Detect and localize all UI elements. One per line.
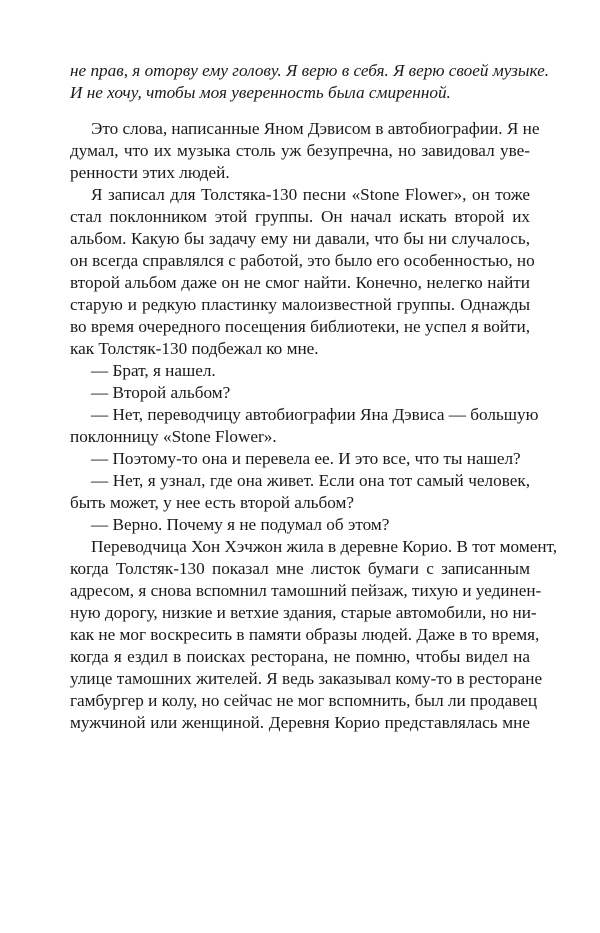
text-line: Я записал для Толстяка-130 песни «Stone Flower», он тоже [91,185,530,204]
text-line: Переводчица Хон Хэчжон жила в деревне Корио. В тот момент, [91,537,558,556]
dialogue-line: — Нет, я узнал, где она живет. Если она тот самый человек, [91,471,530,490]
text-line: гамбургер и колу, но сейчас не мог вспомнить, был ли продавец [70,691,538,710]
text-line: когда я ездил в поисках ресторана, не помню, чтобы видел на [70,647,530,666]
text-line: он всегда справлялся с работой, это было его особенностью, но [70,251,535,270]
text-line: стал поклонником этой группы. Он начал искать второй их [70,207,530,226]
text-line: думал, что их музыка столь уж безупречна, но завидовал уве- [70,141,530,160]
dialogue-line: — Поэтому-то она и перевела ее. И это все, что ты нашел? [91,449,521,468]
text-line: адресом, я снова вспомнил тамошний пейзаж, тихую и уединен- [70,581,542,600]
text-line: ренности этих людей. [70,163,230,182]
text-line: старую и редкую пластинку малоизвестной группы. Однажды [70,295,530,314]
epigraph-line: И не хочу, чтобы моя уверенность была смиренной. [70,83,451,102]
text-line: второй альбом даже он не смог найти. Конечно, нелегко найти [70,273,530,292]
dialogue-line: — Брат, я нашел. [91,361,216,380]
dialogue-line: — Верно. Почему я не подумал об этом? [91,515,390,534]
text-line: Это слова, написанные Яном Дэвисом в автобиографии. Я не [91,119,540,138]
epigraph-line: не прав, я оторву ему голову. Я верю в себя. Я верю своей музыке. [70,61,549,80]
dialogue-line: — Второй альбом? [91,383,231,402]
text-line: альбом. Какую бы задачу ему ни давали, что бы ни случалось, [70,229,530,248]
text-line: когда Толстяк-130 показал мне листок бумаги с записанным [70,559,530,578]
dialogue-line: — Нет, переводчицу автобиографии Яна Дэвиса — большую [91,405,539,424]
text-line: мужчиной или женщиной. Деревня Корио представлялась мне [70,713,530,732]
text-line: как не мог воскресить в памяти образы людей. Даже в то время, [70,625,540,644]
text-line: как Толстяк-130 подбежал ко мне. [70,339,319,358]
dialogue-line: поклонницу «Stone Flower». [70,427,277,446]
text-line: во время очередного посещения библиотеки, не успел я войти, [70,317,530,336]
text-line: ную дорогу, низкие и ветхие здания, старые автомобили, но ни- [70,603,537,622]
dialogue-line: быть может, у нее есть второй альбом? [70,493,355,512]
text-line: улице тамошних жителей. Я ведь заказывал кому-то в ресторане [70,669,543,688]
